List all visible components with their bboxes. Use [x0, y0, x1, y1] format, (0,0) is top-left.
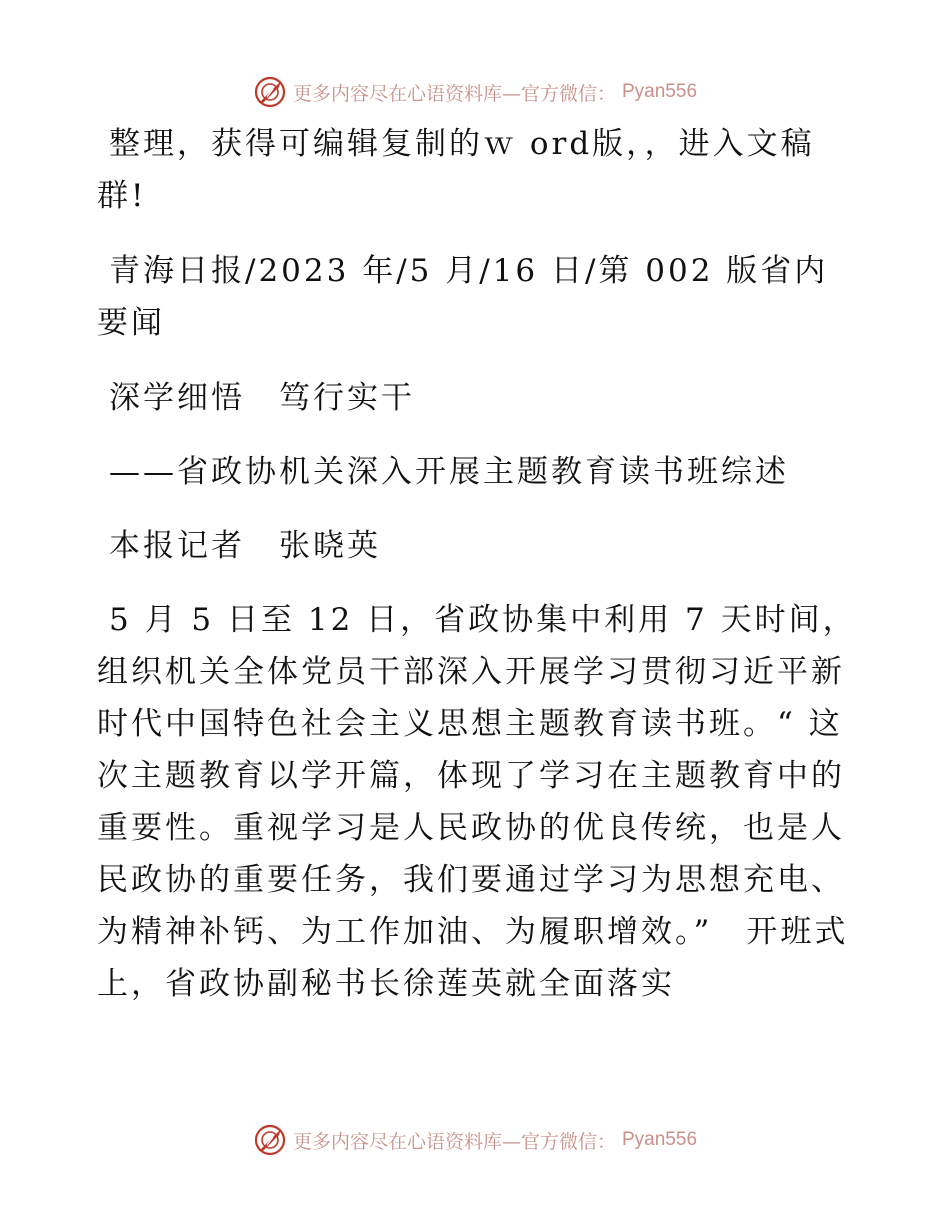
source-line: 青海日报/2023 年/5 月/16 日/第 002 版省内要闻: [97, 253, 829, 341]
quill-logo-icon: [253, 1123, 287, 1157]
promo-text: 更多内容尽在心语资料库—官方微信：: [292, 82, 616, 105]
article-title: 深学细悟 笃行实干: [109, 380, 415, 416]
footer-banner: [0, 1120, 950, 1160]
quill-logo-icon: [253, 75, 287, 109]
article-subtitle: ——省政协机关深入开展主题教育读书班综述: [109, 454, 789, 490]
intro-paragraph: 整理，获得可编辑复制的ｗ ord版，，进入文稿群!: [97, 126, 815, 214]
document-body: [97, 118, 857, 1033]
wechat-handle: Pyan556: [622, 1129, 698, 1150]
header-banner: [0, 72, 950, 112]
body-paragraph: 5 月 5 日至 12 日，省政协集中利用 7 天时间，组织机关全体党员干部深入开展学习贯彻习近平新时代中国特色社会主义思想主题教育读书班。“ 这次主题教育以学开篇，体现了学习在主题教育中的重要性。重视学习是人民政协的优良传统，也是人民政协的重要任务，我们要通过学习为思想充电、为精神补钙、为工作加油、为履职增效。” 开班式上，省政协副秘书长徐莲英就全面落实: [97, 602, 857, 1002]
wechat-handle: Pyan556: [622, 81, 698, 102]
promo-text: 更多内容尽在心语资料库—官方微信：: [292, 1130, 616, 1153]
byline: 本报记者 张晓英: [109, 528, 381, 564]
